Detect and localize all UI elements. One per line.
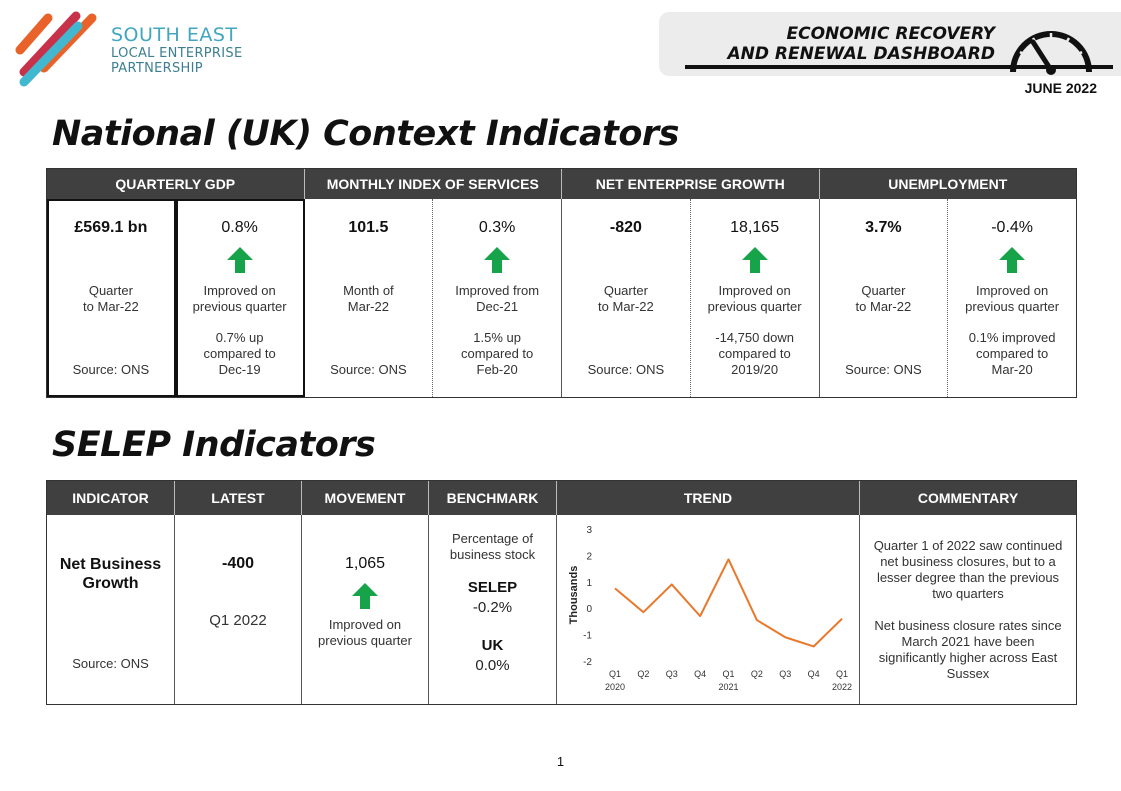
enterprise-period-line-1: Quarter (603, 283, 648, 298)
header-trend: TREND (557, 481, 860, 515)
header-net-enterprise-growth: NET ENTERPRISE GROWTH (562, 169, 820, 199)
x-tick-label: Q4 (694, 669, 707, 679)
y-tick-label: 0 (586, 604, 592, 616)
x-tick-label: Q3 (779, 669, 792, 679)
gdp-desc-line-1: Improved on (203, 283, 276, 298)
commentary-paragraph-2 (866, 618, 1070, 682)
latest-value: -400 (221, 555, 255, 572)
commentary-p2-line-1: Net business closure rates since (874, 618, 1062, 633)
services-change-cell (433, 199, 562, 397)
up-arrow-icon (484, 247, 510, 273)
commentary-p1-line-4: two quarters (932, 586, 1004, 601)
gdp-source: Source: ONS (72, 362, 150, 377)
unemployment-change: -0.4% (991, 219, 1034, 236)
gdp-desc-line-2: previous quarter (192, 299, 287, 314)
unemployment-note-line-1: 0.1% improved (968, 330, 1056, 345)
enterprise-value: -820 (609, 219, 642, 236)
services-change: 0.3% (478, 219, 516, 236)
up-arrow-icon (742, 247, 768, 273)
services-period-line-2: Mar-22 (347, 299, 389, 314)
y-tick-label: -2 (583, 657, 592, 668)
trend-cell (557, 515, 860, 704)
report-date: JUNE 2022 (1024, 80, 1097, 96)
x-tick-label: Q2 (750, 669, 763, 679)
enterprise-note-line-1: -14,750 down (715, 330, 795, 345)
unemployment-period-line-1: Quarter (861, 283, 906, 298)
benchmark-selep-value: -0.2% (472, 599, 513, 616)
y-tick-label: 1 (586, 577, 592, 589)
services-value-cell (305, 199, 434, 397)
latest-period: Q1 2022 (209, 612, 267, 629)
benchmark-desc-line-2: business stock (449, 547, 536, 562)
services-note-line-2: compared to (460, 346, 534, 361)
page-number: 1 (556, 754, 565, 769)
movement-cell (302, 515, 429, 704)
enterprise-value-cell (562, 199, 691, 397)
enterprise-source: Source: ONS (587, 362, 665, 377)
header-unemployment: UNEMPLOYMENT (888, 176, 1008, 192)
dashboard-title-line-2: AND RENEWAL DASHBOARD (727, 44, 995, 64)
header-movement: MOVEMENT (302, 481, 429, 515)
benchmark-desc-line-1: Percentage of (452, 531, 533, 546)
selep-table-header (47, 481, 1076, 515)
up-arrow-icon (352, 583, 378, 609)
x-tick-label: Q4 (807, 669, 820, 679)
unemployment-value: 3.7% (865, 219, 902, 236)
unemployment-desc-line-1: Improved on (975, 283, 1049, 298)
header-quarterly-gdp: QUARTERLY GDP (47, 169, 305, 199)
gdp-period-line-2: to Mar-22 (83, 299, 139, 314)
unemployment-period-line-2: to Mar-22 (855, 299, 912, 314)
commentary-p1-line-2: net business closures, but to a (880, 554, 1056, 569)
benchmark-cell (429, 515, 557, 704)
services-value: 101.5 (348, 219, 389, 236)
services-period-line-1: Month of (343, 283, 394, 298)
indicator-name-line-1: Net Business (59, 556, 162, 573)
x-tick-label: Q1 (722, 669, 735, 679)
y-tick-label: -1 (583, 630, 592, 642)
trend-series-line (615, 559, 842, 646)
dashboard-title-line-1: ECONOMIC RECOVERY (786, 24, 995, 44)
benchmark-selep-label: SELEP (467, 579, 518, 596)
services-note-line-1: 1.5% up (473, 330, 521, 345)
gdp-note-line-1: 0.7% up (215, 330, 264, 345)
commentary-p1-line-1: Quarter 1 of 2022 saw continued (873, 538, 1063, 553)
enterprise-change-cell (691, 199, 820, 397)
enterprise-period-line-2: to Mar-22 (598, 299, 654, 314)
gdp-change-cell (176, 199, 305, 397)
dashboard-banner (659, 12, 1121, 76)
x-year-label: 2020 (604, 682, 626, 692)
selep-section-title: SELEP Indicators (52, 425, 376, 465)
indicator-source: Source: ONS (72, 656, 149, 671)
header-indicator: INDICATOR (47, 481, 175, 515)
logo-line-2: LOCAL ENTERPRISE (111, 46, 243, 61)
movement-desc-line-2: previous quarter (318, 633, 412, 648)
x-tick-label: Q1 (608, 669, 622, 679)
indicator-name-line-2: Growth (82, 575, 139, 592)
services-source: Source: ONS (330, 362, 407, 377)
commentary-p2-line-3: significantly higher across East (878, 650, 1058, 665)
logo-stripes-icon (14, 10, 106, 90)
benchmark-uk-value: 0.0% (475, 657, 510, 674)
header-monthly-index-services: MONTHLY INDEX OF SERVICES (305, 169, 563, 199)
commentary-p1-line-3: lesser degree than the previous (876, 570, 1060, 585)
benchmark-uk-label: UK (481, 637, 504, 654)
services-desc-line-2: Dec-21 (476, 299, 519, 314)
unemployment-note-line-3: Mar-20 (991, 362, 1033, 377)
gdp-period-line-1: Quarter (88, 283, 133, 298)
x-tick-label: Q2 (637, 669, 650, 679)
gdp-value-cell (47, 199, 176, 397)
enterprise-change: 18,165 (730, 219, 780, 236)
services-note-line-3: Feb-20 (476, 362, 518, 377)
selep-logo (14, 10, 264, 90)
unemployment-value-cell (820, 199, 949, 397)
gdp-value: £569.1 bn (74, 219, 148, 236)
movement-value: 1,065 (344, 555, 386, 572)
selep-indicators-table (46, 480, 1077, 705)
x-tick-label: Q1 (835, 669, 849, 679)
national-indicators-table (46, 168, 1077, 398)
commentary-cell (860, 515, 1076, 704)
x-tick-label: Q3 (665, 669, 678, 679)
commentary-p2-line-4: Sussex (946, 666, 990, 681)
indicator-cell (47, 515, 175, 704)
unemployment-change-cell (948, 199, 1076, 397)
commentary-p2-line-2: March 2021 have been (901, 634, 1035, 649)
up-arrow-icon (227, 247, 253, 273)
services-desc-line-1: Improved from (455, 283, 540, 298)
national-table-header (47, 169, 1076, 199)
x-year-label: 2022 (831, 682, 853, 692)
x-year-label: 2021 (718, 682, 739, 692)
unemployment-desc-line-2: previous quarter (965, 299, 1060, 314)
header-benchmark: BENCHMARK (429, 481, 557, 515)
y-axis-label: Thousands (568, 565, 580, 625)
unemployment-source: Source: ONS (845, 362, 922, 377)
enterprise-note-line-3: 2019/20 (731, 362, 779, 377)
up-arrow-icon (999, 247, 1025, 273)
speedometer-icon (1003, 18, 1099, 78)
movement-desc-line-1: Improved on (328, 617, 402, 632)
latest-cell (175, 515, 302, 704)
logo-line-3: PARTNERSHIP (111, 61, 203, 76)
gdp-note-line-2: compared to (203, 346, 276, 361)
indicator-name (47, 555, 174, 593)
commentary-paragraph-1 (866, 538, 1070, 602)
y-tick-label: 2 (586, 551, 592, 563)
y-tick-label: 3 (586, 525, 592, 536)
trend-line-chart (557, 515, 860, 704)
gdp-change: 0.8% (221, 219, 258, 236)
national-section-title: National (UK) Context Indicators (52, 114, 679, 154)
enterprise-note-line-2: compared to (718, 346, 791, 361)
header-commentary: COMMENTARY (917, 490, 1019, 506)
enterprise-desc-line-2: previous quarter (707, 299, 802, 314)
gdp-note-line-3: Dec-19 (218, 362, 261, 377)
logo-line-1: SOUTH EAST (111, 24, 238, 46)
header-latest: LATEST (175, 481, 302, 515)
enterprise-desc-line-1: Improved on (718, 283, 791, 298)
dashboard-title (727, 24, 995, 64)
unemployment-note-line-2: compared to (975, 346, 1049, 361)
